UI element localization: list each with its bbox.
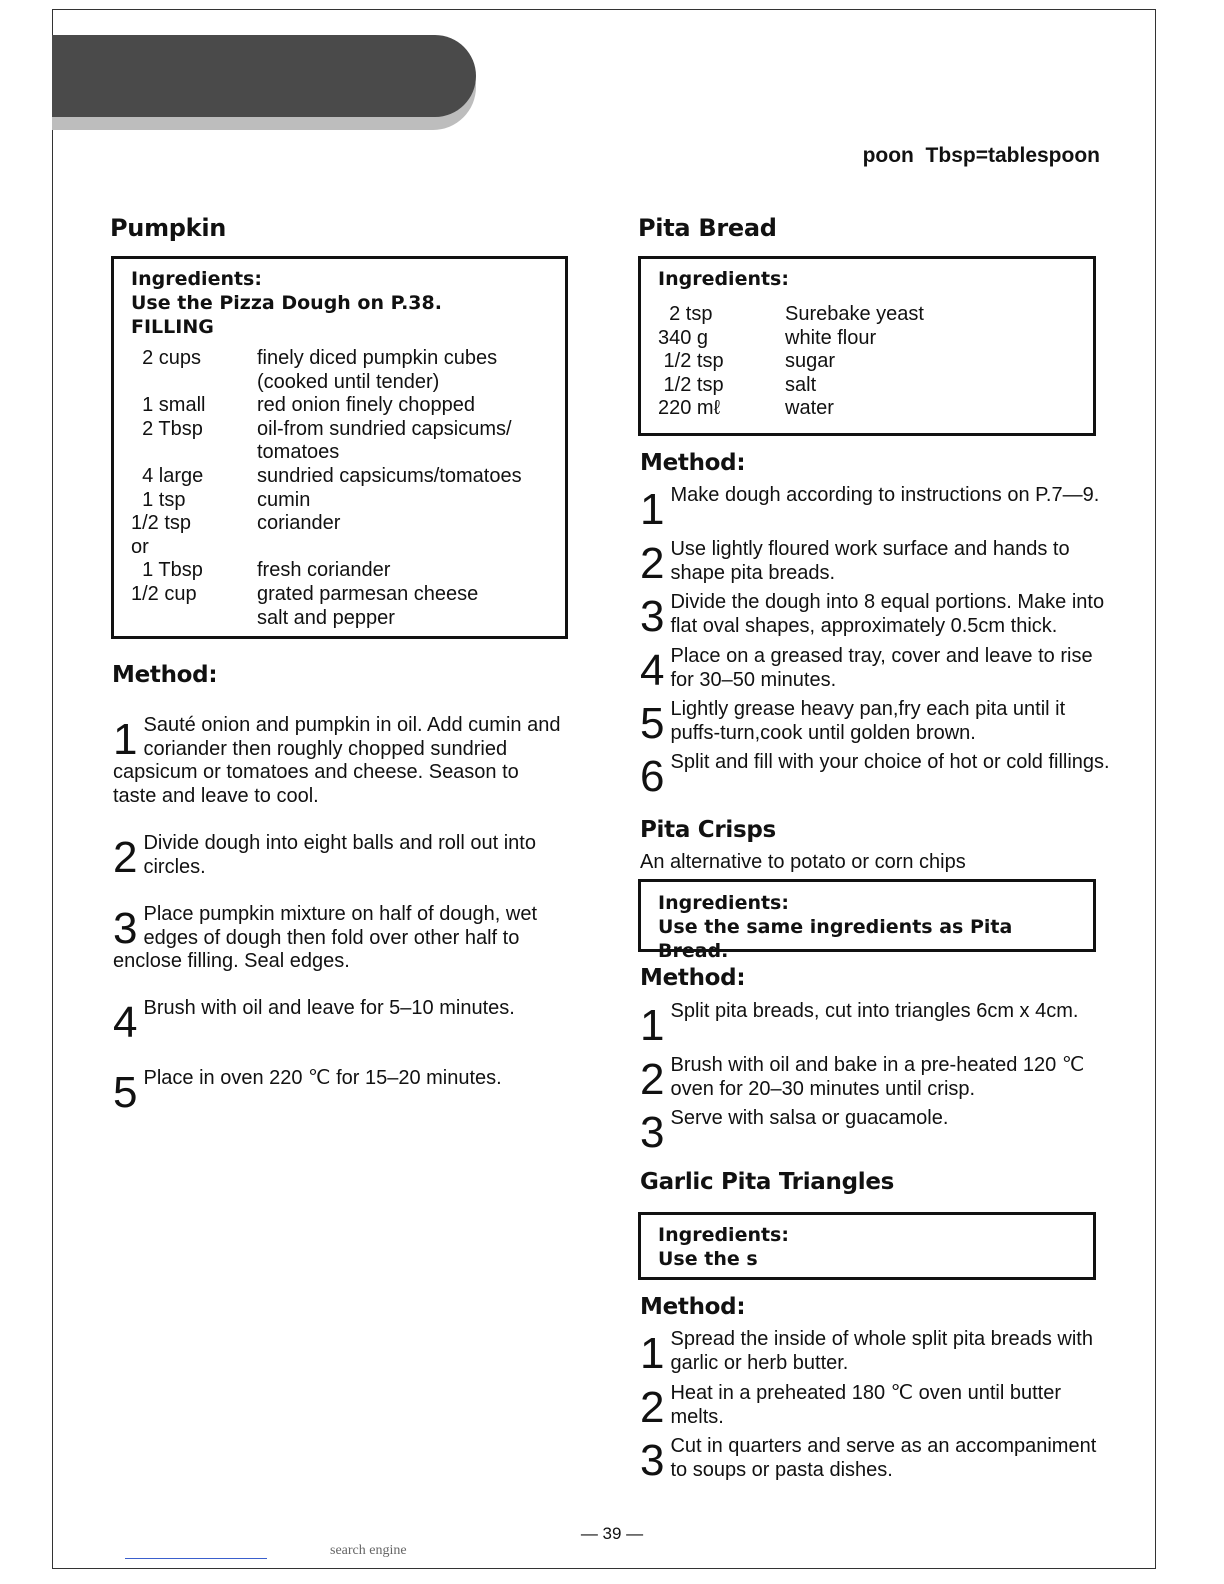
garlic-pita-title: Garlic Pita Triangles	[640, 1169, 895, 1195]
step-text: Split pita breads, cut into triangles 6cm x 4cm.	[670, 1000, 1079, 1022]
ingredient-row	[131, 465, 551, 489]
pita-bread-step	[640, 484, 1114, 534]
pumpkin-ingredients-box	[111, 256, 568, 639]
step-number: 1	[640, 1001, 665, 1050]
ingredient-quantity: 1/2 cup	[131, 582, 197, 605]
pita-crisps-step	[640, 1000, 1114, 1050]
pita-bread-step	[640, 591, 1114, 641]
step-number: 3	[113, 904, 138, 953]
garlic-pita-ingredients-label: Ingredients:	[658, 1224, 789, 1246]
ingredient-quantity: 1/2 tsp	[658, 350, 724, 373]
ingredient-row	[131, 559, 551, 583]
step-number: 4	[113, 998, 138, 1047]
ingredient-row	[658, 350, 1079, 374]
ingredient-quantity: 220 mℓ	[658, 397, 721, 420]
pita-crisps-note: Use the same ingredients as Pita Bread.	[658, 916, 1013, 962]
step-number: 2	[113, 833, 138, 882]
ingredient-row	[131, 583, 551, 607]
step-text: Sauté onion and pumpkin in oil. Add cumin and coriander then roughly chopped sundried capsicum or tomatoes and cheese. Season to taste and leave to cool.	[113, 714, 561, 807]
ingredient-name: water	[785, 397, 834, 420]
step-text: Place in oven 220 ℃ for 15–20 minutes.	[143, 1067, 502, 1089]
pumpkin-step	[113, 1067, 563, 1117]
step-number: 2	[640, 1383, 665, 1432]
ingredient-quantity: 340 g	[658, 326, 709, 349]
step-number: 5	[113, 1068, 138, 1117]
step-text: Heat in a preheated 180 ℃ oven until butter melts.	[670, 1382, 1061, 1428]
garlic-pita-step	[640, 1328, 1114, 1378]
ingredient-name: cumin	[257, 488, 311, 511]
step-number: 2	[640, 1055, 665, 1104]
garlic-pita-note: Use the s	[658, 1248, 758, 1270]
abbreviation-legend: poon Tbsp=tablespoon	[862, 144, 1100, 167]
step-text: Brush with oil and bake in a pre-heated 120 ℃ oven for 20–30 minutes until crisp.	[670, 1054, 1085, 1100]
ingredient-row	[658, 397, 1079, 421]
pita-bread-ingredient-list	[658, 303, 1079, 421]
ingredient-quantity: 4 large	[131, 464, 204, 487]
step-number: 3	[640, 1108, 665, 1157]
pumpkin-ingredient-list	[131, 347, 551, 630]
step-text: Use lightly floured work surface and hands to shape pita breads.	[670, 538, 1070, 584]
ingredient-row	[131, 512, 551, 536]
ingredient-name: Surebake yeast	[785, 303, 924, 325]
ingredient-name: red onion finely chopped	[257, 394, 475, 417]
pumpkin-title: Pumpkin	[110, 214, 227, 242]
ingredient-row	[131, 536, 551, 560]
step-text: Brush with oil and leave for 5–10 minutes.	[143, 997, 515, 1019]
header-tab	[52, 35, 476, 117]
pita-bread-step	[640, 751, 1114, 801]
ingredient-row	[131, 607, 551, 631]
garlic-pita-method-label: Method:	[640, 1294, 746, 1320]
pita-bread-title: Pita Bread	[638, 214, 777, 242]
pita-crisps-step	[640, 1107, 1114, 1157]
pita-crisps-method-label: Method:	[640, 965, 746, 991]
ingredient-row	[658, 327, 1079, 351]
garlic-pita-ingredients-box	[638, 1212, 1096, 1280]
ingredient-row	[658, 374, 1079, 398]
ingredient-row	[131, 489, 551, 513]
pita-bread-method-label: Method:	[640, 450, 746, 476]
garlic-pita-step	[640, 1435, 1114, 1485]
pita-crisps-step	[640, 1054, 1114, 1104]
ingredient-name: grated parmesan cheese	[257, 582, 479, 605]
footer-link-underline	[125, 1558, 267, 1559]
step-text: Serve with salsa or guacamole.	[670, 1107, 949, 1129]
pita-bread-step	[640, 645, 1114, 695]
step-number: 5	[640, 699, 665, 748]
ingredient-row	[658, 303, 1079, 327]
step-text: Make dough according to instructions on P.7—9.	[670, 484, 1100, 506]
pita-bread-ingredients-label: Ingredients:	[658, 268, 789, 290]
pita-crisps-ingredients-box	[638, 879, 1096, 962]
ingredient-quantity: 1 Tbsp	[131, 559, 203, 582]
ingredient-row	[131, 418, 551, 465]
ingredient-quantity: 1 tsp	[131, 488, 186, 511]
ingredient-quantity: 2 tsp	[658, 303, 713, 325]
garlic-pita-step	[640, 1382, 1114, 1432]
pumpkin-filling-label: FILLING	[131, 316, 214, 338]
ingredient-name: salt	[785, 373, 817, 396]
pumpkin-step	[113, 832, 563, 882]
ingredient-quantity: 1 small	[131, 394, 206, 417]
pita-bread-step	[640, 698, 1114, 748]
ingredient-quantity: 1/2 tsp	[658, 373, 724, 396]
ingredient-quantity: 2 cups	[131, 347, 202, 369]
ingredient-name: coriander	[257, 512, 341, 535]
step-number: 3	[640, 1436, 665, 1485]
pumpkin-step	[113, 997, 563, 1047]
pumpkin-step	[113, 714, 563, 808]
ingredient-name: white flour	[785, 326, 877, 349]
step-number: 6	[640, 752, 665, 801]
step-text: Lightly grease heavy pan,fry each pita until it puffs-turn,cook until golden brown.	[670, 698, 1066, 744]
ingredient-row	[131, 394, 551, 418]
ingredient-name: oil-from sundried capsicums/ tomatoes	[257, 417, 512, 464]
pita-crisps-ingredients-label: Ingredients:	[658, 892, 789, 914]
step-text: Cut in quarters and serve as an accompaniment to soups or pasta dishes.	[670, 1435, 1097, 1481]
step-number: 1	[640, 1329, 665, 1378]
ingredient-name: finely diced pumpkin cubes (cooked until tender)	[257, 347, 498, 393]
pita-crisps-subtitle: An alternative to potato or corn chips	[640, 851, 966, 873]
pita-bread-ingredients-box	[638, 256, 1096, 436]
pumpkin-dough-note: Use the Pizza Dough on P.38.	[131, 292, 442, 314]
step-text: Divide dough into eight balls and roll out into circles.	[143, 832, 536, 878]
step-number: 1	[640, 485, 665, 534]
ingredient-quantity: or	[131, 535, 149, 558]
pita-crisps-title: Pita Crisps	[640, 817, 776, 843]
step-text: Split and fill with your choice of hot or cold fillings.	[670, 751, 1110, 773]
pita-bread-step	[640, 538, 1114, 588]
step-text: Spread the inside of whole split pita breads with garlic or herb butter.	[670, 1328, 1093, 1374]
ingredient-row	[131, 347, 551, 394]
page-number: — 39 —	[580, 1524, 644, 1543]
step-number: 2	[640, 539, 665, 588]
step-text: Divide the dough into 8 equal portions. Make into flat oval shapes, approximately 0.5cm thick.	[670, 591, 1105, 637]
ingredient-name: fresh coriander	[257, 559, 391, 582]
footer-note: search engine	[330, 1543, 407, 1558]
step-number: 3	[640, 592, 665, 641]
pumpkin-step	[113, 903, 563, 974]
ingredient-quantity: 2 Tbsp	[131, 417, 203, 440]
ingredient-name: sundried capsicums/tomatoes	[257, 464, 522, 487]
step-number: 4	[640, 646, 665, 695]
step-number: 1	[113, 715, 138, 764]
ingredient-name: salt and pepper	[257, 606, 395, 629]
step-text: Place on a greased tray, cover and leave to rise for 30–50 minutes.	[670, 645, 1093, 691]
ingredient-quantity	[131, 607, 257, 631]
pumpkin-ingredients-label: Ingredients:	[131, 268, 262, 290]
pumpkin-method-label: Method:	[112, 662, 218, 688]
ingredient-name: sugar	[785, 350, 836, 373]
ingredient-quantity: 1/2 tsp	[131, 512, 192, 535]
ingredient-name	[257, 536, 551, 560]
step-text: Place pumpkin mixture on half of dough, wet edges of dough then fold over other half to enclose filling. Seal edges.	[113, 903, 538, 973]
